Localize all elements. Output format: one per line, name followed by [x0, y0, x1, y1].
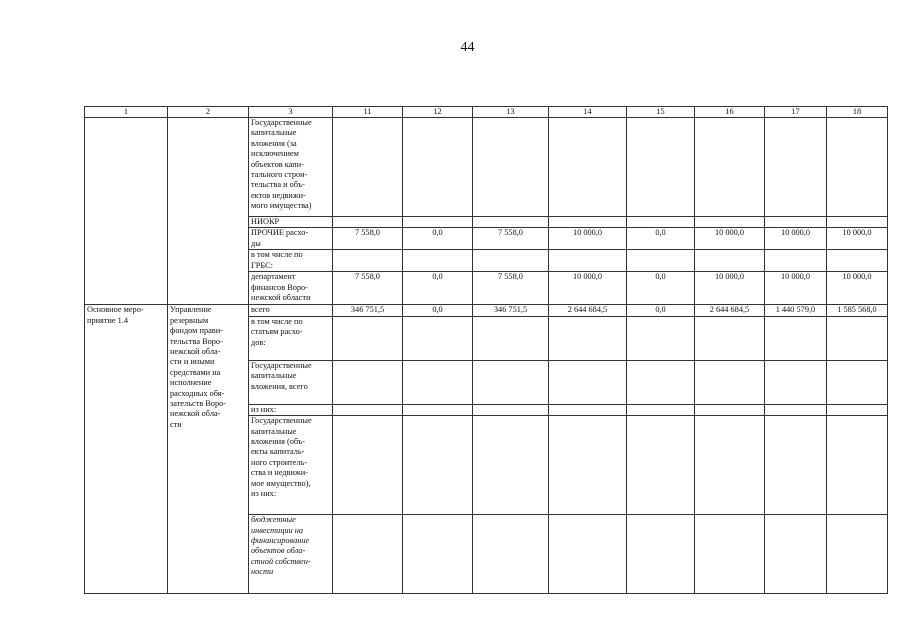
- cell-empty: [333, 515, 403, 594]
- cell-empty: [827, 316, 888, 360]
- value-cell: 346 751,5: [333, 305, 403, 316]
- value-cell: 10 000,0: [695, 272, 765, 305]
- value-cell: 346 751,5: [473, 305, 549, 316]
- cell-empty: [695, 250, 765, 272]
- cell-empty: [765, 118, 827, 217]
- cell-empty: [333, 404, 403, 415]
- cell-empty: [827, 250, 888, 272]
- cell-empty: [695, 217, 765, 228]
- value-cell: 0,0: [403, 228, 473, 250]
- cell-empty: [765, 250, 827, 272]
- cell-empty: [333, 360, 403, 404]
- cell-empty: [695, 515, 765, 594]
- value-cell: 0,0: [627, 228, 695, 250]
- cell-empty: [765, 515, 827, 594]
- cell-empty: [333, 217, 403, 228]
- row-label: из них:: [249, 404, 333, 415]
- value-cell: 7 558,0: [333, 228, 403, 250]
- cell-empty: [333, 316, 403, 360]
- value-cell: 0,0: [627, 272, 695, 305]
- responsible-executor: Управление резервным фондом прави- тельства Воро- нежской обла- сти и иными средствами на исполнение расходных обя- зательств Воро- нежской обла- сти: [168, 305, 249, 594]
- value-cell: 1 585 568,0: [827, 305, 888, 316]
- cell-empty: [333, 416, 403, 515]
- cell-empty: [765, 404, 827, 415]
- cell-empty: [765, 316, 827, 360]
- col-header: 11: [333, 107, 403, 118]
- page-number: 44: [460, 40, 475, 55]
- col-header: 12: [403, 107, 473, 118]
- cell-empty: [473, 250, 549, 272]
- cell-empty: [695, 118, 765, 217]
- row-label: Государственные капитальные вложения (за исключением объектов капи- тального строи- тельства и объ- ектов недвижи- мого имущества): [249, 118, 333, 217]
- cell-empty: [403, 360, 473, 404]
- value-cell: 0,0: [403, 305, 473, 316]
- value-cell: 10 000,0: [549, 228, 627, 250]
- col-header: 2: [168, 107, 249, 118]
- header-row: [85, 107, 888, 118]
- value-cell: 10 000,0: [765, 272, 827, 305]
- cell-empty: [403, 416, 473, 515]
- table-row: [85, 118, 888, 217]
- cell-empty: [549, 250, 627, 272]
- cell-empty: [85, 118, 168, 305]
- cell-empty: [627, 416, 695, 515]
- col-header: 14: [549, 107, 627, 118]
- row-label: в том числе по ГРБС:: [249, 250, 333, 272]
- cell-empty: [549, 217, 627, 228]
- cell-empty: [549, 416, 627, 515]
- col-header: 3: [249, 107, 333, 118]
- cell-empty: [827, 217, 888, 228]
- value-cell: 10 000,0: [827, 272, 888, 305]
- activity-name: Основное меро- приятие 1.4: [85, 305, 168, 594]
- row-label: ПРОЧИЕ расхо- ды: [249, 228, 333, 250]
- cell-empty: [627, 404, 695, 415]
- cell-empty: [549, 360, 627, 404]
- value-cell: 7 558,0: [473, 272, 549, 305]
- table-row: [85, 305, 888, 316]
- cell-empty: [473, 404, 549, 415]
- cell-empty: [627, 515, 695, 594]
- budget-table: [84, 106, 888, 594]
- col-header: 15: [627, 107, 695, 118]
- col-header: 17: [765, 107, 827, 118]
- cell-empty: [627, 217, 695, 228]
- col-header: 1: [85, 107, 168, 118]
- cell-empty: [627, 360, 695, 404]
- cell-empty: [695, 316, 765, 360]
- cell-empty: [827, 360, 888, 404]
- cell-empty: [695, 404, 765, 415]
- cell-empty: [168, 118, 249, 305]
- cell-empty: [473, 316, 549, 360]
- value-cell: 2 644 684,5: [549, 305, 627, 316]
- value-cell: 7 558,0: [333, 272, 403, 305]
- row-label: в том числе по статьям расхо- дов:: [249, 316, 333, 360]
- cell-empty: [695, 360, 765, 404]
- cell-empty: [333, 250, 403, 272]
- cell-empty: [765, 360, 827, 404]
- cell-empty: [765, 416, 827, 515]
- value-cell: 0,0: [403, 272, 473, 305]
- value-cell: 7 558,0: [473, 228, 549, 250]
- cell-empty: [695, 416, 765, 515]
- cell-empty: [549, 515, 627, 594]
- cell-empty: [403, 217, 473, 228]
- col-header: 18: [827, 107, 888, 118]
- cell-empty: [627, 250, 695, 272]
- row-label: Государственные капитальные вложения, всего: [249, 360, 333, 404]
- row-label: НИОКР: [249, 217, 333, 228]
- cell-empty: [827, 515, 888, 594]
- row-label: Государственные капитальные вложения (объ- екты капиталь- ного строитель- ства и недвижи- мое имущество), из них:: [249, 416, 333, 515]
- cell-empty: [403, 316, 473, 360]
- cell-empty: [333, 118, 403, 217]
- cell-empty: [473, 360, 549, 404]
- cell-empty: [827, 416, 888, 515]
- cell-empty: [473, 217, 549, 228]
- value-cell: 1 440 579,0: [765, 305, 827, 316]
- cell-empty: [403, 250, 473, 272]
- value-cell: 10 000,0: [765, 228, 827, 250]
- cell-empty: [627, 316, 695, 360]
- cell-empty: [403, 118, 473, 217]
- col-header: 16: [695, 107, 765, 118]
- cell-empty: [827, 404, 888, 415]
- value-cell: 10 000,0: [827, 228, 888, 250]
- cell-empty: [549, 118, 627, 217]
- cell-empty: [827, 118, 888, 217]
- value-cell: 0,0: [627, 305, 695, 316]
- value-cell: 10 000,0: [695, 228, 765, 250]
- cell-empty: [473, 118, 549, 217]
- cell-empty: [473, 515, 549, 594]
- cell-empty: [549, 316, 627, 360]
- cell-empty: [765, 217, 827, 228]
- row-label: бюджетные инвестиции на финансирование объектов обла- стной собствен- ности: [249, 515, 333, 594]
- cell-empty: [549, 404, 627, 415]
- row-label: всего: [249, 305, 333, 316]
- row-label: департамент финансов Воро- нежской области: [249, 272, 333, 305]
- value-cell: 2 644 684,5: [695, 305, 765, 316]
- col-header: 13: [473, 107, 549, 118]
- value-cell: 10 000,0: [549, 272, 627, 305]
- cell-empty: [473, 416, 549, 515]
- cell-empty: [403, 515, 473, 594]
- cell-empty: [403, 404, 473, 415]
- cell-empty: [627, 118, 695, 217]
